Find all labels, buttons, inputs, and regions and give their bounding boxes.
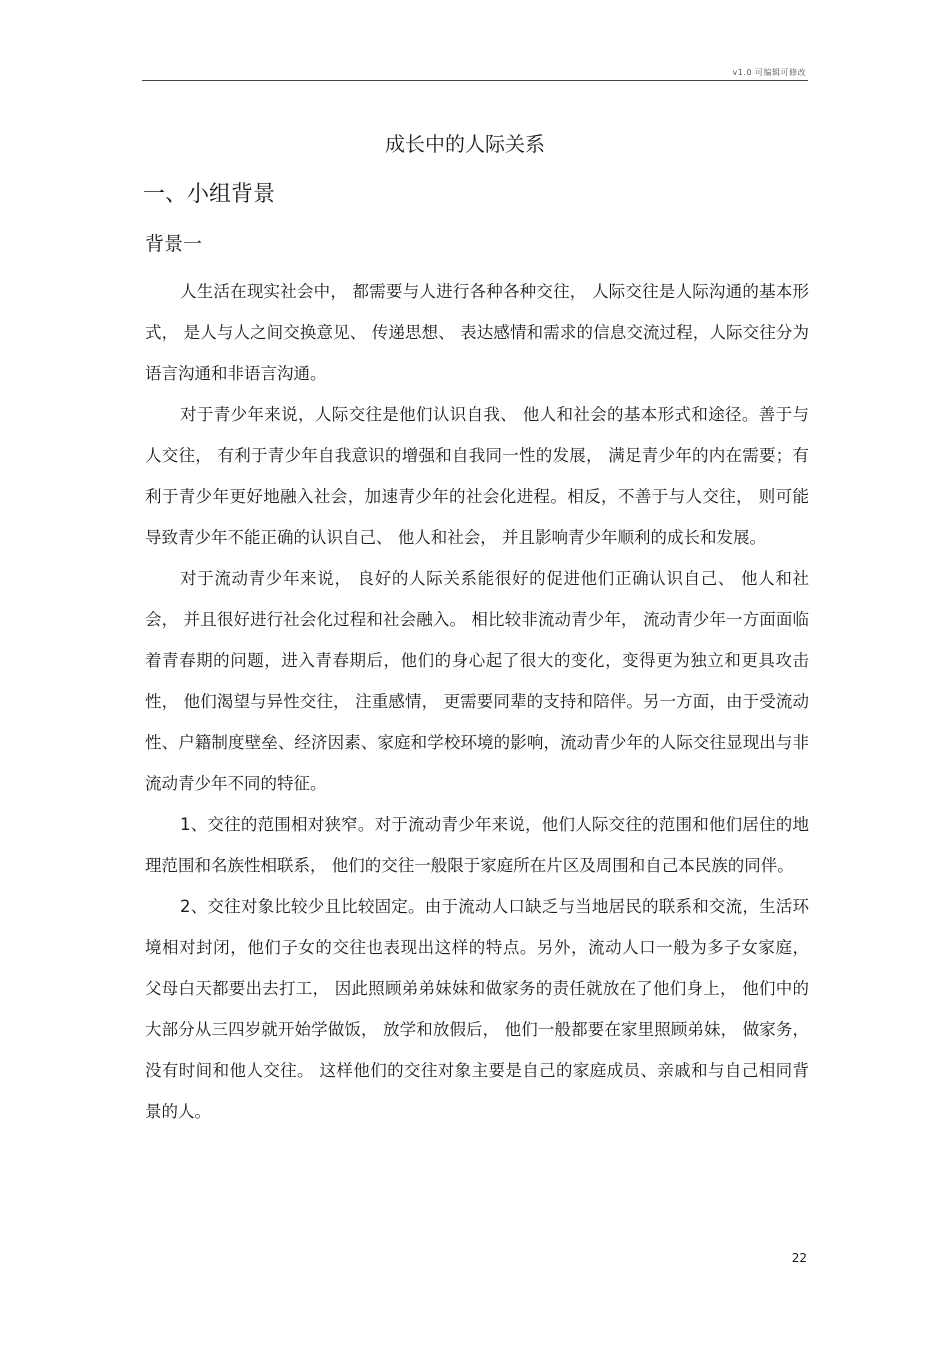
document-title: 成长中的人际关系 xyxy=(385,132,545,156)
paragraph-2: 对于青少年来说，人际交往是他们认识自我、 他人和社会的基本形式和途径。善于与人交往， 有利于青少年自我意识的增强和自我同一性的发展， 满足青少年的内在需要；有利于青少年更好地融入社会，加速青少年的社会化进程。相反，不善于与人交往， 则可能导致青少年不能正确的认识自己、 他人和社会， 并且影响青少年顺利的成长和发展。 xyxy=(145,405,809,547)
body-text xyxy=(145,271,809,1132)
sub-heading: 背景一 xyxy=(145,233,203,255)
paragraph-4: 1、交往的范围相对狭窄。对于流动青少年来说，他们人际交往的范围和他们居住的地理范围和名族性相联系， 他们的交往一般限于家庭所在片区及周围和自己本民族的同伴。 xyxy=(145,815,809,875)
paragraph-5: 2、交往对象比较少且比较固定。由于流动人口缺乏与当地居民的联系和交流，生活环境相对封闭，他们子女的交往也表现出这样的特点。另外，流动人口一般为多子女家庭， 父母白天都要出去打工， 因此照顾弟弟妹妹和做家务的责任就放在了他们身上， 他们中的大部分从三四岁就开始学做饭， 放学和放假后， 他们一般都要在家里照顾弟妹， 做家务，没有时间和他人交往。 这样他们的交往对象主要是自己的家庭成员、亲戚和与自己相同背景的人。 xyxy=(145,897,809,1121)
paragraph-3: 对于流动青少年来说， 良好的人际关系能很好的促进他们正确认识自己、 他人和社会， 并且很好进行社会化过程和社会融入。 相比较非流动青少年， 流动青少年一方面面临着青春期的问题，进入青春期后，他们的身心起了很大的变化，变得更为独立和更具攻击性， 他们渴望与异性交往， 注重感情， 更需要同辈的支持和陪伴。另一方面，由于受流动性、户籍制度壁垒、经济因素、家庭和学校环境的影响，流动青少年的人际交往显现出与非流动青少年不同的特征。 xyxy=(145,569,809,793)
header-divider xyxy=(142,80,808,81)
paragraph-1: 人生活在现实社会中， 都需要与人进行各种各种交往， 人际交往是人际沟通的基本形式， 是人与人之间交换意见、 传递思想、 表达感情和需求的信息交流过程，人际交往分为语言沟通和非语言沟通。 xyxy=(145,282,809,383)
page-number: 22 xyxy=(791,1251,807,1265)
section-heading: 一、小组背景 xyxy=(143,182,276,207)
header-version-label: v1.0 可编辑可修改 xyxy=(732,68,806,77)
